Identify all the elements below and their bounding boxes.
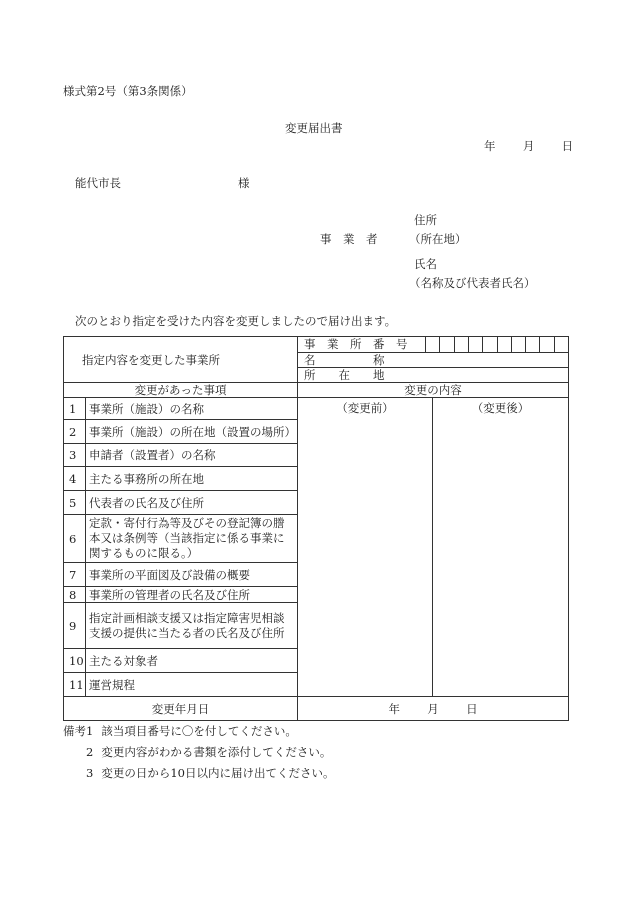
date-year: 年 [484, 139, 496, 153]
item-text: 主たる事務所の所在地 [86, 467, 298, 491]
item-number: 4 [64, 467, 86, 491]
item-text: 申請者（設置者）の名称 [86, 444, 298, 467]
item-number: 7 [64, 563, 86, 587]
item-number: 3 [64, 444, 86, 467]
notes [63, 721, 334, 784]
note-number: 2 [86, 745, 94, 759]
date-month: 月 [522, 139, 535, 153]
applicant-name-sub: （名称及び代表者氏名） [409, 276, 536, 290]
note-line: 変更の日から10日以内に届け出てください。 [101, 766, 335, 780]
applicant-name-label: 氏名 [414, 257, 437, 271]
change-date-label: 変更年月日 [64, 697, 298, 721]
office-location-cell[interactable] [298, 368, 569, 383]
date-line [484, 138, 573, 154]
office-name-label: 名 称 [304, 353, 385, 367]
addressee-name: 能代市長 [75, 176, 121, 190]
change-content-header: 変更の内容 [298, 383, 569, 398]
form-code: 様式第2号（第3条関係） [63, 84, 193, 98]
addressee-honorific: 様 [238, 176, 250, 190]
item-text: 事業所（施設）の名称 [86, 398, 298, 420]
change-date-day: 日 [466, 701, 478, 716]
item-text: 運営規程 [86, 673, 298, 697]
item-number: 6 [64, 515, 86, 563]
item-number: 5 [64, 491, 86, 515]
item-number: 10 [64, 649, 86, 673]
after-change-cell[interactable] [433, 398, 569, 697]
item-number: 9 [64, 603, 86, 649]
item-text: 定款・寄付行為等及びその登記簿の謄本又は条例等（当該指定に係る事業に関するものに限る。） [86, 515, 298, 563]
change-date-value[interactable] [298, 697, 569, 721]
item-number: 11 [64, 673, 86, 697]
item-text: 主たる対象者 [86, 649, 298, 673]
office-number-row [298, 337, 569, 353]
item-number: 8 [64, 587, 86, 603]
date-day: 日 [561, 139, 574, 153]
before-label: （変更前） [336, 401, 394, 415]
note-number: 3 [86, 766, 94, 780]
item-text: 指定計画相談支援又は指定障害児相談支援の提供に当たる者の氏名及び住所 [86, 603, 298, 649]
item-text: 事業所の管理者の氏名及び住所 [86, 587, 298, 603]
notes-heading: 備考1 [63, 724, 94, 738]
change-form-table [63, 336, 569, 721]
applicant-address-sub: （所在地） [409, 232, 467, 246]
applicant-address-label: 住所 [414, 213, 437, 227]
office-location-label: 所 在 地 [304, 368, 385, 382]
item-text: 事業所（施設）の所在地（設置の場所） [86, 420, 298, 444]
applicant-label: 事 業 者 [320, 232, 378, 246]
item-number: 2 [64, 420, 86, 444]
office-name-cell[interactable] [298, 353, 569, 368]
item-text: 代表者の氏名及び住所 [86, 491, 298, 515]
office-section-label: 指定内容を変更した事業所 [64, 337, 298, 383]
page-title: 変更届出書 [285, 121, 343, 135]
after-label: （変更後） [471, 401, 530, 415]
item-number: 1 [64, 398, 86, 420]
office-number-label: 事 業 所 番 号 [304, 337, 408, 351]
before-change-cell[interactable] [298, 398, 433, 697]
office-number-boxes[interactable] [425, 337, 568, 352]
change-date-month: 月 [427, 701, 439, 716]
note-line: 変更内容がわかる書類を添付してください。 [101, 745, 332, 759]
intro-text: 次のとおり指定を受けた内容を変更しましたので届け出ます。 [75, 314, 397, 328]
changed-items-header: 変更があった事項 [64, 383, 298, 398]
change-date-year: 年 [388, 701, 400, 716]
note-line: 該当項目番号に〇を付してください。 [101, 724, 297, 738]
item-text: 事業所の平面図及び設備の概要 [86, 563, 298, 587]
